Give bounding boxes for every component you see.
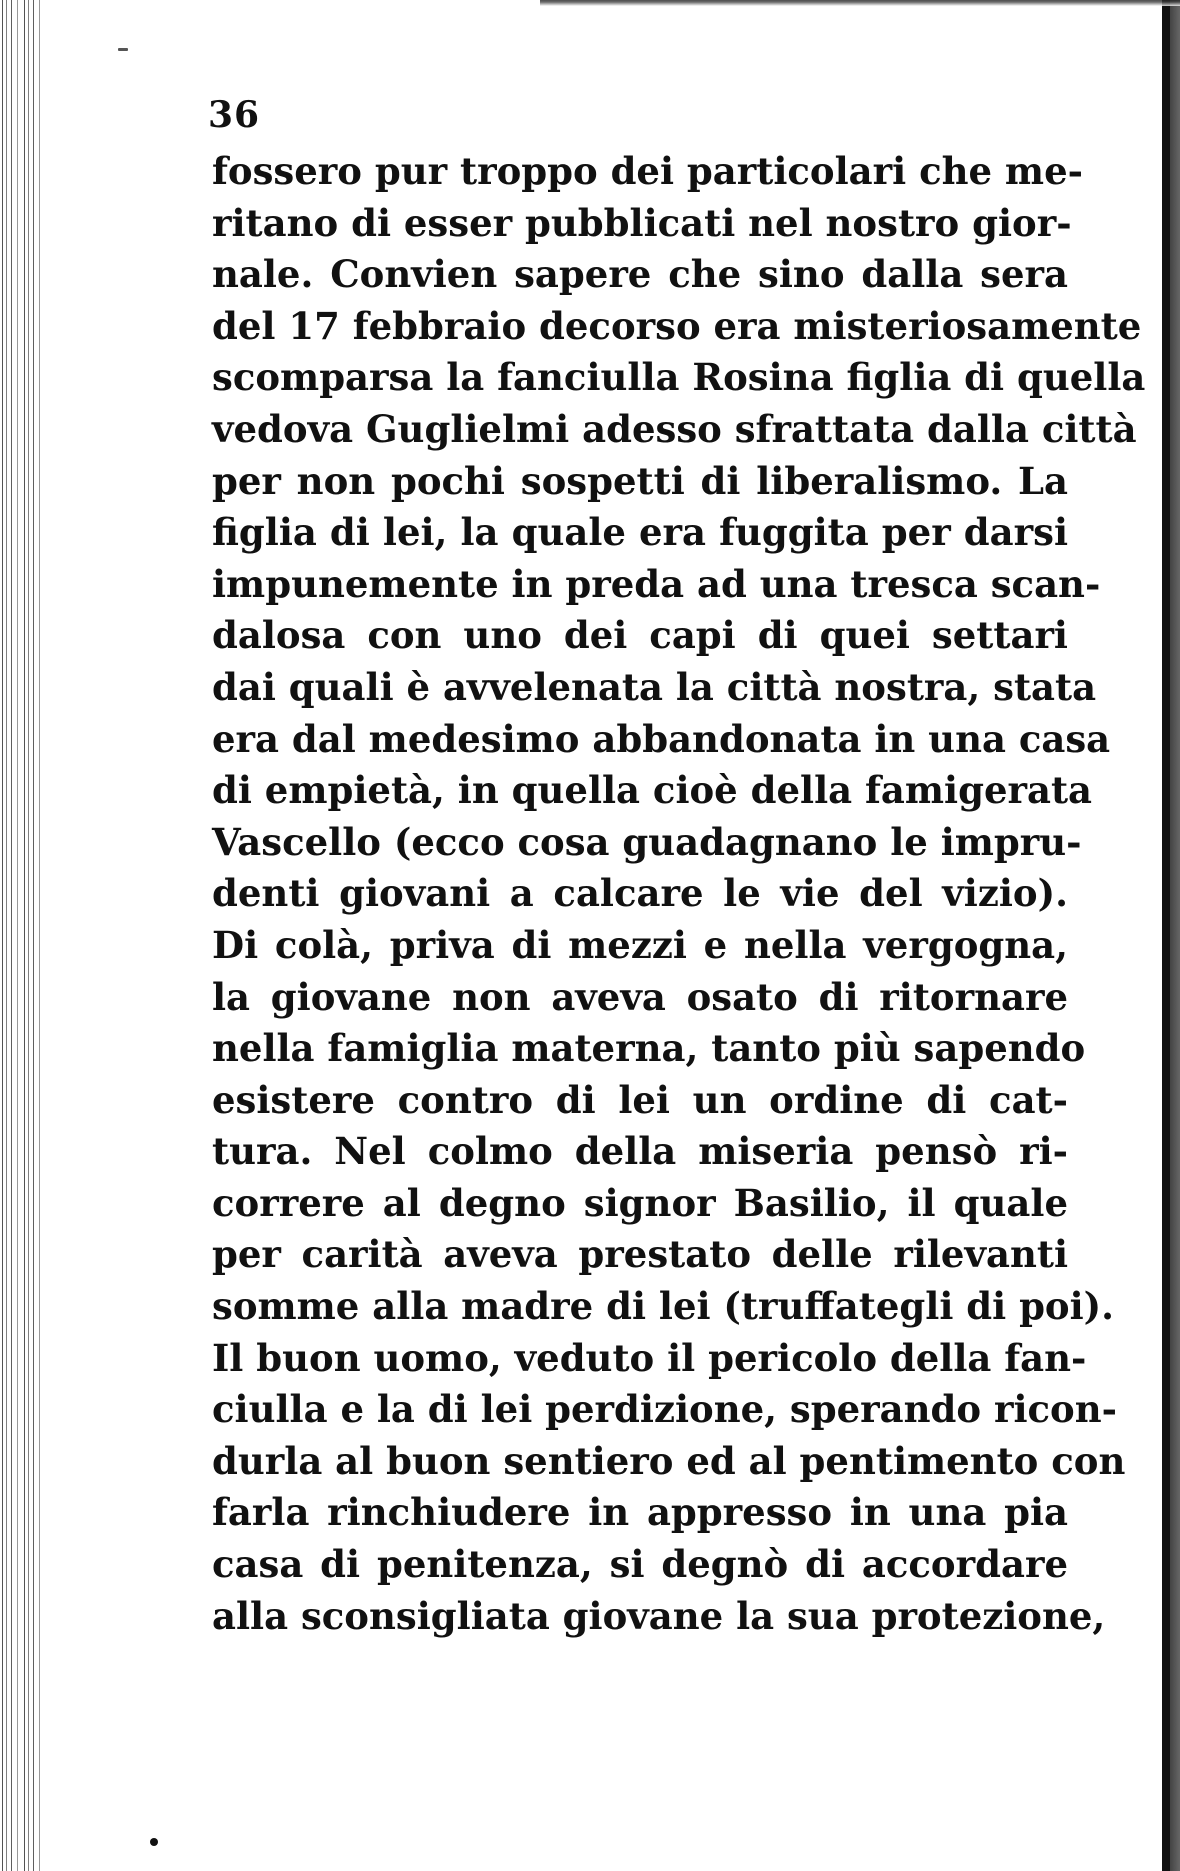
text-line: esistere contro di lei un ordine di cat- <box>212 1077 1068 1122</box>
text-line: del 17 febbraio decorso era misteriosamente <box>212 303 1142 348</box>
scan-edge-top <box>540 0 1180 6</box>
text-line: casa di penitenza, si degnò di accordare <box>212 1542 1068 1587</box>
text-line: figlia di lei, la quale era fuggita per darsi <box>212 510 1068 555</box>
text-line: Il buon uomo, veduto il pericolo della fan- <box>212 1335 1087 1380</box>
text-line: Vascello (ecco cosa guadagnano le impru- <box>212 819 1082 864</box>
text-line: di empietà, in quella cioè della famigerata <box>212 768 1093 813</box>
ink-mark <box>118 48 128 51</box>
text-line: la giovane non aveva osato di ritornare <box>212 974 1068 1019</box>
text-line: dalosa con uno dei capi di quei settari <box>212 613 1068 658</box>
text-line: vedova Guglielmi adesso sfrattata dalla città <box>212 406 1137 451</box>
scan-binding-edge-right <box>1158 0 1180 1871</box>
body-text <box>212 146 1146 1642</box>
text-line: dai quali è avvelenata la città nostra, stata <box>212 664 1097 709</box>
text-line: nale. Convien sapere che sino dalla sera <box>212 252 1068 297</box>
ink-speck <box>150 1838 158 1846</box>
text-line: per non pochi sospetti di liberalismo. La <box>212 458 1068 503</box>
text-line: denti giovani a calcare le vie del vizio). <box>212 871 1068 916</box>
text-line: alla sconsigliata giovane la sua protezione, <box>212 1593 1106 1638</box>
text-line: somme alla madre di lei (truffategli di poi). <box>212 1284 1115 1329</box>
text-line: impunemente in preda ad una tresca scan- <box>212 561 1101 606</box>
text-line: fossero pur troppo dei particolari che me- <box>212 149 1083 193</box>
text-line: per carità aveva prestato delle rilevanti <box>212 1232 1068 1277</box>
page-number: 36 <box>208 94 261 136</box>
text-line: tura. Nel colmo della miseria pensò ri- <box>212 1129 1068 1174</box>
text-line: correre al degno signor Basilio, il quale <box>212 1180 1068 1225</box>
text-line: era dal medesimo abbandonata in una casa <box>212 716 1111 761</box>
text-line: durla al buon sentiero ed al pentimento con <box>212 1438 1126 1483</box>
text-line: scomparsa la fanciulla Rosina figlia di quella <box>212 355 1146 400</box>
text-line: ritano di esser pubblicati nel nostro gior- <box>212 200 1072 245</box>
text-line: nella famiglia materna, tanto più sapendo <box>212 1026 1086 1071</box>
text-line: Di colà, priva di mezzi e nella vergogna, <box>212 922 1068 967</box>
text-line: ciulla e la di lei perdizione, sperando ricon- <box>212 1387 1117 1432</box>
scan-binding-edge-left <box>0 0 42 1871</box>
text-line: farla rinchiudere in appresso in una pia <box>212 1490 1068 1535</box>
